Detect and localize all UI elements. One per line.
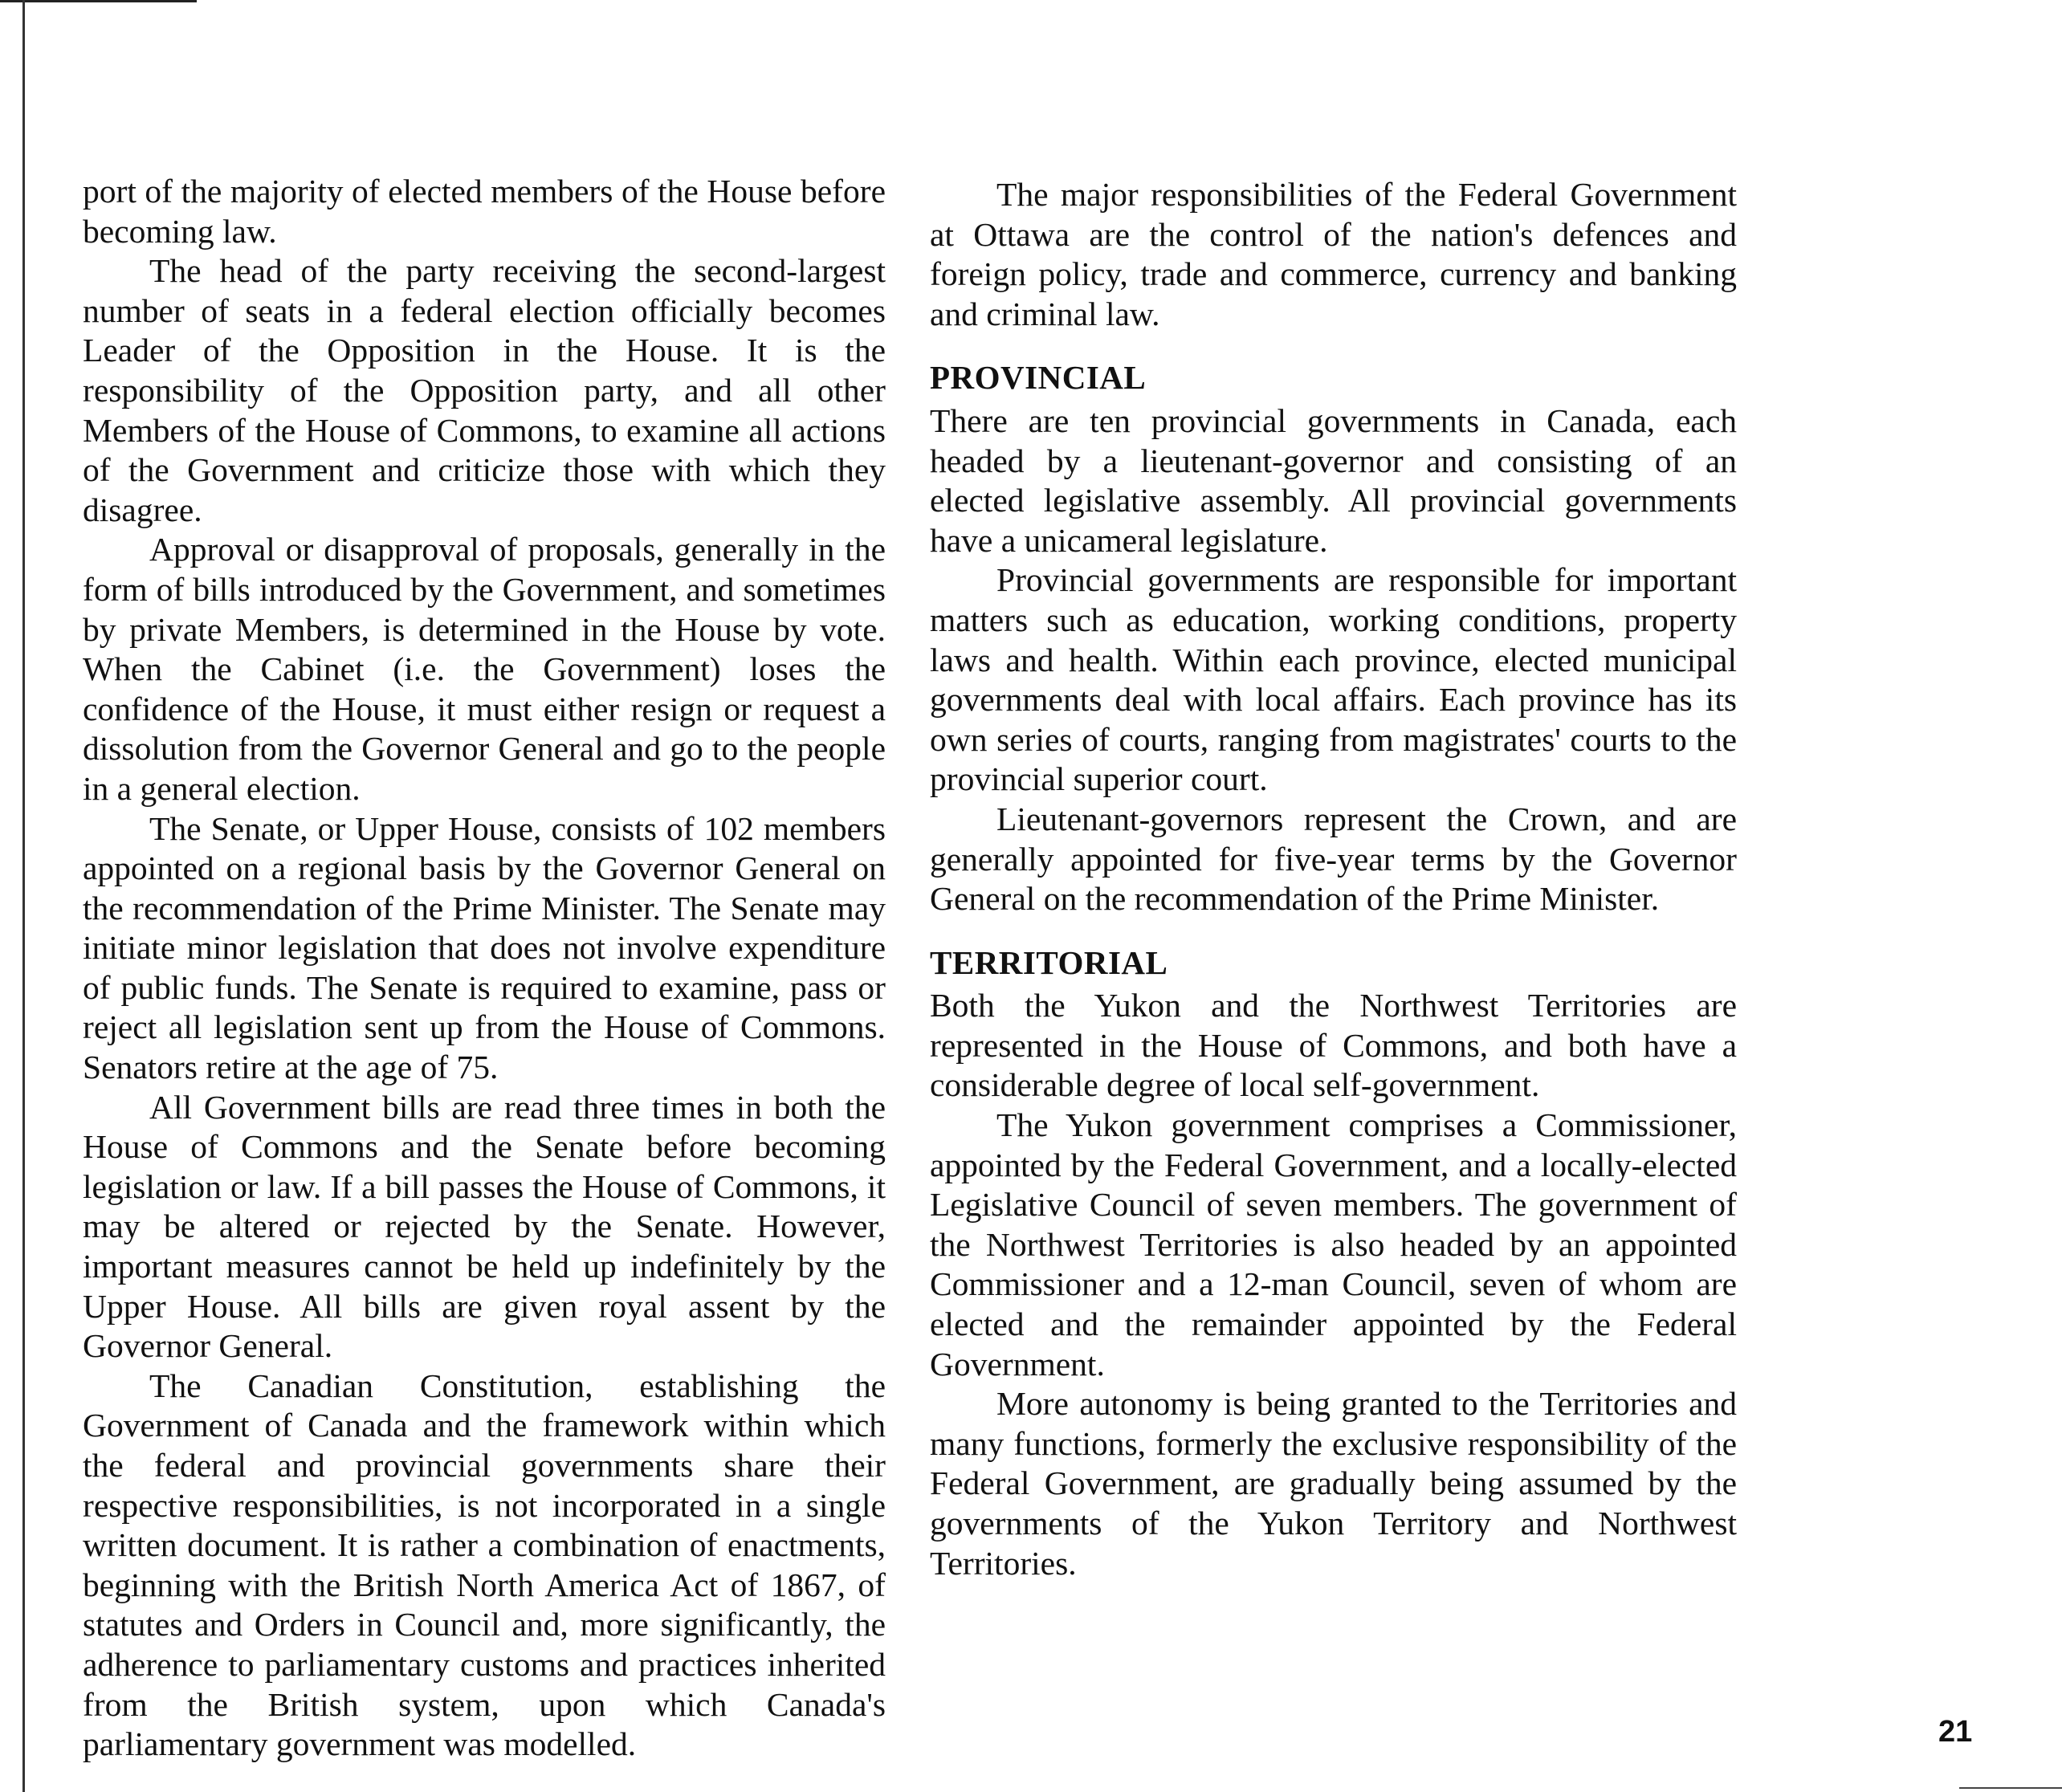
- paragraph: The Senate, or Upper House, consists of 102 members appointed on a regional basis by the Governor General on the recommendation of the Prime Minister. The Senate may initiate minor legislation that does not involve expenditure of public funds. The Senate is required to examine, pass or reject all legislation sent up from the House of Commons. Senators retire at the age of 75.: [83, 809, 886, 1086]
- paragraph: Provincial governments are responsible for important matters such as education, working conditions, property laws and health. Within each province, elected municipal governments deal with local affairs. Each province has its own series of courts, ranging from magistrates' courts to the provincial superior court.: [930, 561, 1737, 798]
- left-column: [83, 172, 886, 1765]
- paragraph: More autonomy is being granted to the Territories and many functions, formerly the exclusive responsibility of the Federal Government, are gradually being assumed by the governments of the Yukon Territory and Northwest Territories.: [930, 1385, 1737, 1582]
- section-heading-provincial: PROVINCIAL: [930, 359, 1147, 397]
- paragraph: Approval or disapproval of proposals, generally in the form of bills introduced by the Government, and sometimes by private Members, is determined in the House by vote. When the Cabinet (i.e. the Government) loses the confidence of the House, it must either resign or request a dissolution from the Governor General and go to the people in a general election.: [83, 531, 886, 807]
- paragraph: The Yukon government comprises a Commissioner, appointed by the Federal Government, and a locally-elected Legislative Council of seven members. The government of the Northwest Territories is also headed by an appointed Commissioner and a 12-man Council, seven of whom are elected and the remainder appointed by the Federal Government.: [930, 1106, 1737, 1383]
- scan-bottom-edge: [1959, 1787, 2062, 1789]
- paragraph: There are ten provincial governments in Canada, each headed by a lieutenant-governor and consisting of an elected legislative assembly. All provincial governments have a unicameral legislature.: [930, 401, 1737, 559]
- paragraph: The Canadian Constitution, establishing the Government of Canada and the framework within which the federal and provincial governments share their respective responsibilities, is not incorporated in a single written document. It is rather a combination of enactments, beginning with the British North America Act of 1867, of statutes and Orders in Council and, more significantly, the adherence to parliamentary customs and practices inherited from the British system, upon which Canada's parliamentary government was modelled.: [83, 1366, 886, 1763]
- paragraph: port of the majority of elected members of the House before becoming law.: [83, 173, 886, 250]
- paragraph: All Government bills are read three times in both the House of Commons and the Senate before becoming legislation or law. If a bill passes the House of Commons, it may be altered or rejected by the Senate. However, important measures cannot be held up indefinitely by the Upper House. All bills are given royal assent by the Governor General.: [83, 1088, 886, 1365]
- section-heading-territorial: TERRITORIAL: [930, 943, 1168, 981]
- page-number: 21: [1938, 1715, 1973, 1749]
- paragraph: Lieutenant-governors represent the Crown, and are generally appointed for five-year terms by the Governor General on the recommendation of the Prime Minister.: [930, 800, 1737, 918]
- paragraph: Both the Yukon and the Northwest Territories are represented in the House of Commons, and both have a considerable degree of local self-government.: [930, 987, 1737, 1104]
- paragraph: The major responsibilities of the Federal Government at Ottawa are the control of the nation's defences and foreign policy, trade and commerce, currency and banking and criminal law.: [930, 176, 1737, 332]
- right-column: [930, 175, 1737, 1583]
- scan-top-rule: [0, 0, 197, 2]
- scan-binding-edge: [22, 0, 25, 1792]
- paragraph: The head of the party receiving the second-largest number of seats in a federal election officially becomes Leader of the Opposition in the House. It is the responsibility of the Opposition party, and all other Members of the House of Commons, to examine all actions of the Government and criticize those with which they disagree.: [83, 252, 886, 528]
